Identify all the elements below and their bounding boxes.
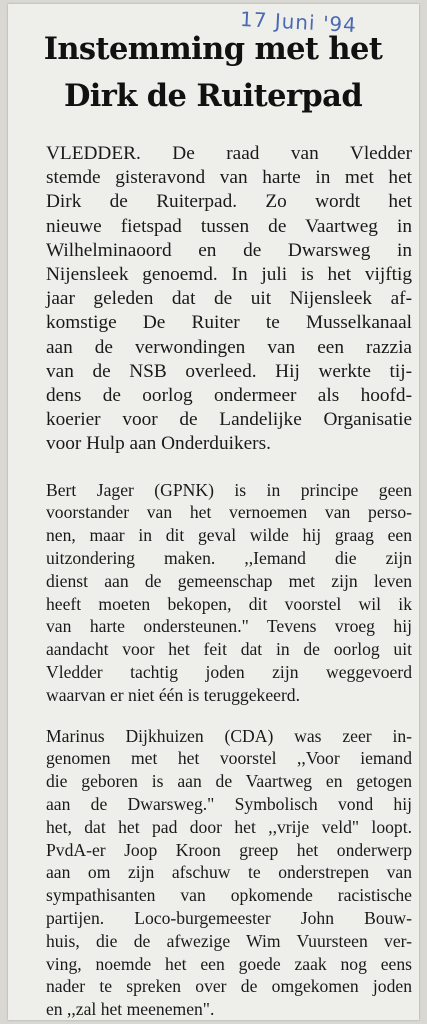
article-body	[28, 142, 412, 1021]
text-line: en ,,zal het meenemen".	[46, 999, 215, 1020]
text-line: nieuwe fietspad tussen de Vaartweg in	[46, 215, 412, 237]
text-line: van de NSB overleed. Hij werkte tij-	[46, 360, 412, 382]
text-line: uitzondering maken. ,,Iemand die zijn	[46, 548, 412, 569]
paragraph-1	[28, 142, 412, 457]
text-line: Bert Jager (GPNK) is in principe geen	[46, 479, 412, 500]
headline	[18, 26, 408, 120]
text-line: waarvan er niet één is teruggekeerd.	[46, 684, 301, 705]
text-line: voorstander van het vernoemen van perso-	[46, 502, 412, 523]
paragraph-3	[28, 725, 412, 1021]
text-line: Nijensleek genoemd. In juli is het vijftig	[46, 264, 412, 286]
text-line: komstige De Ruiter te Musselkanaal	[46, 312, 412, 334]
text-line: sympathisanten van opkomende racistische	[46, 885, 412, 906]
paragraph-2	[28, 479, 412, 707]
text-line: PvdA-er Joop Kroon greep het onderwerp	[46, 839, 412, 860]
text-line: VLEDDER. De raad van Vledder	[46, 143, 412, 164]
text-line: dienst aan de gemeenschap met zijn leven	[46, 570, 412, 591]
text-line: Dirk de Ruiterpad. Zo wordt het	[46, 191, 412, 213]
text-line: nader te spreken over de omgekomen joden	[46, 976, 412, 997]
text-line: het, dat het pad door het ,,vrije veld" loopt.	[46, 816, 412, 837]
text-line: partijen. Loco-burgemeester John Bouw-	[46, 907, 412, 928]
text-line: aandacht voor het feit dat in de oorlog uit	[46, 639, 412, 660]
text-line: aan om zijn afschuw te onderstrepen van	[46, 862, 412, 883]
text-line: stemde gisteravond van harte in met het	[46, 167, 412, 189]
text-line: jaar geleden dat de uit Nijensleek af-	[46, 288, 412, 310]
text-line: genomen met het voorstel ,,Voor iemand	[46, 748, 412, 769]
text-line: huis, die de afwezige Wim Vuursteen ver-	[46, 930, 412, 951]
text-line: Marinus Dijkhuizen (CDA) was zeer in-	[46, 725, 412, 746]
text-line: aan de Dwarsweg." Symbolisch vond hij	[46, 794, 412, 814]
text-line: aan de verwondingen van een razzia	[46, 336, 412, 358]
text-line: voor Hulp aan Onderduikers.	[46, 433, 271, 455]
newspaper-clipping	[8, 4, 419, 1020]
handwritten-date: 17 Juni '94	[239, 6, 358, 38]
text-line: Wilhelminaoord en de Dwarsweg in	[46, 239, 412, 261]
text-line: ving, noemde het een goede zaak nog eens	[46, 953, 412, 974]
text-line: Vledder tachtig joden zijn weggevoerd	[46, 662, 412, 683]
text-line: koerier voor de Landelijke Organisatie	[46, 409, 412, 431]
text-line: heeft moeten bekopen, dit voorstel wil ik	[46, 593, 412, 614]
text-line: nen, maar in dit geval wilde hij graag een	[46, 525, 412, 546]
headline-line-2: Dirk de Ruiterpad	[63, 78, 363, 114]
headline-line-1: Instemming met het	[43, 31, 383, 67]
text-line: die geboren is aan de Vaartweg en getogen	[46, 771, 412, 792]
text-line: dens de oorlog ondermeer als hoofd-	[46, 385, 412, 407]
text-line: van harte ondersteunen." Tevens vroeg hij	[46, 616, 412, 637]
